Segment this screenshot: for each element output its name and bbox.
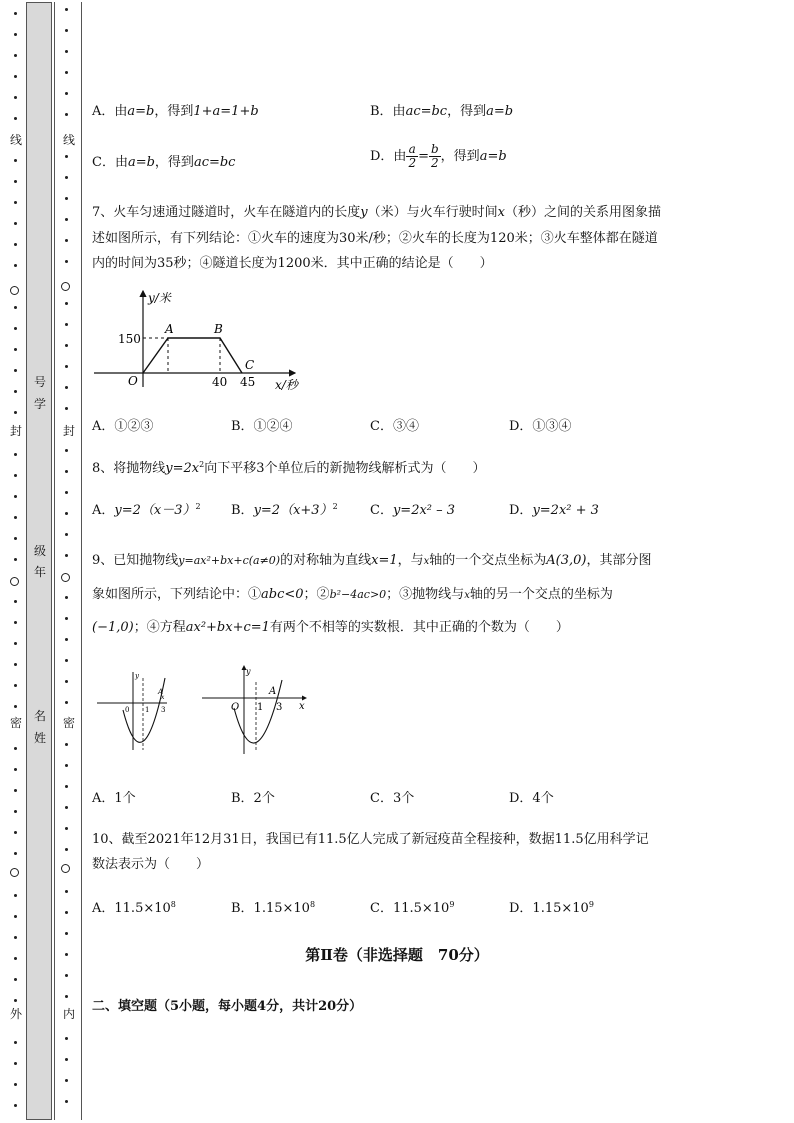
dot (14, 453, 17, 456)
dot (14, 1041, 17, 1044)
q7-stem-line2: 述如图所示，有下列结论：①火车的速度为30米/秒；②火车的长度为120米；③火车整体都在隧道 (92, 231, 658, 246)
q10-option-a: A．$11.5\times 10^8$ (92, 900, 176, 916)
binding-hole-icon (10, 868, 19, 877)
dot (14, 33, 17, 36)
dot (65, 1058, 68, 1061)
dot (14, 642, 17, 645)
fraction-b-over-2: $\frac{b}{2}$ (430, 142, 439, 170)
dot (65, 92, 68, 95)
dot (14, 159, 17, 162)
dot (65, 176, 68, 179)
inner-label-feng: 封 (62, 424, 75, 438)
dot (14, 516, 17, 519)
dot (65, 743, 68, 746)
q6-option-a: A．由a=b，得到1+a=1+b (92, 104, 259, 119)
dot (65, 827, 68, 830)
dot (65, 911, 68, 914)
q7-y-label: y/米 (148, 291, 171, 305)
dot (65, 113, 68, 116)
q10-option-d: D．$1.15\times 10^9$ (509, 900, 594, 916)
dot (65, 8, 68, 11)
dot (65, 974, 68, 977)
margin-label-feng: 封 (9, 424, 22, 438)
dot (65, 260, 68, 263)
dot (14, 474, 17, 477)
dot (65, 1100, 68, 1103)
dot (65, 323, 68, 326)
binding-hole-icon (61, 864, 70, 873)
q7-curve (143, 338, 242, 373)
q9g2-one: 1 (257, 702, 264, 713)
dot (14, 306, 17, 309)
fraction-a-over-2: $\frac{a}{2}$ (408, 142, 417, 170)
dot (65, 764, 68, 767)
dot (14, 621, 17, 624)
dot (14, 999, 17, 1002)
dot (65, 785, 68, 788)
dot (65, 806, 68, 809)
dot (14, 936, 17, 939)
dot (14, 747, 17, 750)
dot (14, 12, 17, 15)
q7-y-tick-150: 150 (118, 332, 141, 346)
q7-option-a: A．①②③ (92, 419, 154, 434)
dot (65, 617, 68, 620)
margin-label-mi: 密 (9, 716, 22, 730)
q10-stem-line2: 数法表示为（ ） (92, 857, 210, 872)
dot (14, 894, 17, 897)
binding-hole-icon (61, 282, 70, 291)
q8-option-b: B．$y=2(x+3)^2$ (231, 502, 338, 518)
margin-label-xian: 线 (9, 133, 22, 147)
q8-stem: 8、将抛物线$y=2x^2$向下平移3个单位后的新抛物线解析式为（ ） (92, 460, 486, 476)
q9-stem-line3: (−1,0)；④方程ax²+bx+c=1有两个不相等的实数根．其中正确的个数为（ ） (92, 620, 569, 635)
dot (65, 386, 68, 389)
dot (14, 54, 17, 57)
dot (65, 449, 68, 452)
dot (14, 684, 17, 687)
q7-stem-line1: 7、火车匀速通过隧道时，火车在隧道内的长度y（米）与火车行驶时间x（秒）之间的关系用图象描 (92, 205, 662, 220)
dot (65, 596, 68, 599)
dot (14, 768, 17, 771)
field-label-ming: 名 (33, 709, 46, 723)
field-label-ji: 级 (33, 544, 46, 558)
q7-point-b: B (214, 322, 223, 336)
dot (14, 117, 17, 120)
binding-hole-icon (61, 573, 70, 582)
field-label-xing: 姓 (33, 731, 46, 745)
dot (65, 638, 68, 641)
inner-label-nei: 内 (62, 1007, 75, 1021)
dot (14, 663, 17, 666)
dot (65, 218, 68, 221)
q9g1-three: 3 (161, 706, 166, 714)
binding-hole-icon (10, 286, 19, 295)
dot (14, 495, 17, 498)
dot (14, 1062, 17, 1065)
field-label-nian: 年 (33, 565, 46, 579)
q9g1-x: x (161, 694, 165, 701)
dot (65, 533, 68, 536)
q9-option-c: C．3个 (370, 791, 415, 806)
q9-option-b: B．2个 (231, 791, 275, 806)
dot (65, 71, 68, 74)
dot (65, 50, 68, 53)
q9-stem-line1: 9、已知抛物线y=ax²+bx+c(a≠0)的对称轴为直线x=1，与x轴的一个交点坐标为A(3,0)，其部分图 (92, 553, 652, 568)
q9g1-y: y (135, 672, 139, 680)
q9-graph-large (200, 662, 310, 757)
dot (65, 512, 68, 515)
dot (65, 995, 68, 998)
dot (65, 932, 68, 935)
inner-label-mi: 密 (62, 716, 75, 730)
q6-option-c: C．由a=b，得到ac=bc (92, 155, 236, 170)
q7-option-c: C．③④ (370, 419, 419, 434)
dot (14, 789, 17, 792)
dot (65, 239, 68, 242)
section-2-title: 第Ⅱ卷（非选择题 70分） (305, 946, 489, 964)
dot (14, 810, 17, 813)
q7-x-label: x/秒 (275, 378, 298, 392)
dot (14, 915, 17, 918)
q7-point-a: A (165, 322, 174, 336)
q9g2-three: 3 (276, 702, 283, 713)
q9-option-a: A．1个 (92, 791, 136, 806)
dot (14, 369, 17, 372)
q8-option-a: A．$y=2(x-3)^2$ (92, 502, 201, 518)
dot (14, 243, 17, 246)
dot (65, 659, 68, 662)
q6-option-d: D．由 $\frac{a}{2}$ = $\frac{b}{2}$ ，得到a=b (370, 142, 507, 170)
dot (14, 537, 17, 540)
q9-graph-small (95, 668, 170, 753)
q7-x-tick-45: 45 (240, 375, 256, 389)
q9g2-point-a: A (269, 686, 277, 697)
dot (14, 1083, 17, 1086)
q9g1-point-a: A (158, 688, 164, 696)
binding-hole-icon (10, 577, 19, 586)
dot (65, 365, 68, 368)
q9g2-origin: O (231, 702, 240, 713)
dot (14, 978, 17, 981)
q8-option-c: C．y=2x² – 3 (370, 503, 456, 518)
dot (14, 705, 17, 708)
dot (14, 327, 17, 330)
dot (14, 222, 17, 225)
dot (14, 600, 17, 603)
dot (14, 831, 17, 834)
dot (14, 75, 17, 78)
q7-point-c: C (245, 358, 255, 372)
q7-option-b: B．①②④ (231, 419, 293, 434)
dot (14, 201, 17, 204)
q7-option-d: D．①③④ (509, 419, 572, 434)
dot (14, 411, 17, 414)
dot (65, 407, 68, 410)
dot (65, 491, 68, 494)
dot (65, 1079, 68, 1082)
q7-stem-line3: 内的时间为35秒；④隧道长度为1200米．其中正确的结论是（ ） (92, 256, 493, 271)
dot (65, 701, 68, 704)
q6-option-b: B．由ac=bc，得到a=b (370, 104, 514, 119)
dot (14, 558, 17, 561)
q9g2-y: y (246, 667, 251, 676)
q9-option-d: D．4个 (509, 791, 554, 806)
dot (14, 96, 17, 99)
dot (14, 180, 17, 183)
fill-in-blank-heading: 二、填空题（5小题，每小题4分，共计20分） (92, 999, 363, 1014)
dot (65, 470, 68, 473)
dot (65, 302, 68, 305)
dot (65, 1037, 68, 1040)
inner-label-xian: 线 (62, 133, 75, 147)
dot (65, 197, 68, 200)
q9g1-one: 1 (145, 706, 150, 714)
margin-label-wai: 外 (9, 1007, 22, 1021)
dot (65, 554, 68, 557)
q10-option-b: B．$1.15\times 10^8$ (231, 900, 316, 916)
q7-graph (90, 285, 320, 395)
dot (65, 344, 68, 347)
q9g1-origin: 0 (125, 706, 130, 714)
q10-option-c: C．$11.5\times 10^9$ (370, 900, 455, 916)
dot (14, 390, 17, 393)
dot (65, 29, 68, 32)
dot (14, 264, 17, 267)
q8-option-d: D．y=2x² + 3 (509, 503, 599, 518)
field-label-hao: 号 (33, 375, 46, 389)
dot (65, 848, 68, 851)
dot (14, 852, 17, 855)
q9g2-x: x (299, 701, 305, 712)
field-label-xue: 学 (33, 397, 46, 411)
dot (14, 348, 17, 351)
q9-stem-line2: 象如图所示，下列结论中：①abc<0；②b²−4ac>0；③抛物线与x轴的另一个交点的坐标为 (92, 587, 613, 602)
q7-origin: O (128, 374, 138, 388)
dot (65, 890, 68, 893)
q7-x-tick-40: 40 (212, 375, 228, 389)
dot (65, 680, 68, 683)
dot (14, 1104, 17, 1107)
q10-stem-line1: 10、截至2021年12月31日，我国已有11.5亿人完成了新冠疫苗全程接种，数据11.5亿用科学记 (92, 832, 649, 847)
dot (65, 155, 68, 158)
